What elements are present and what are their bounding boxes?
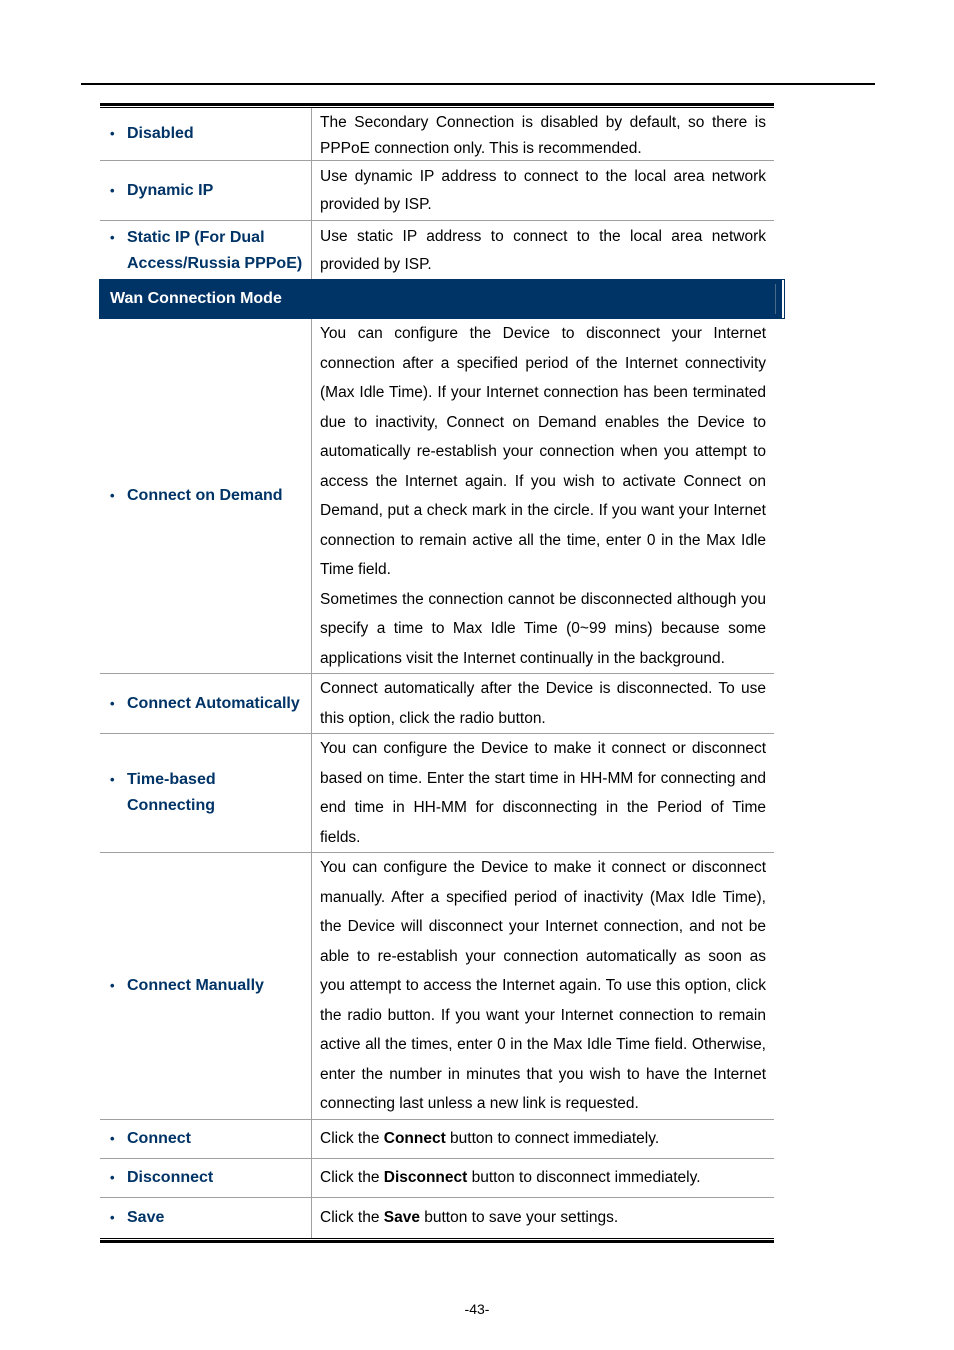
row-label-static-ip: Static IP (For Dual Access/Russia PPPoE) [127,228,303,272]
page-number: -43- [464,1301,490,1317]
row-desc-text: button to save your settings. [419,1209,619,1226]
header-rule [81,83,875,85]
bullet-icon: • [110,1210,115,1225]
row-label-connect: Connect [127,1130,191,1147]
row-label-disconnect: Disconnect [127,1169,214,1186]
row-label-cell [100,221,312,280]
table-row-connect-on-demand [100,318,774,674]
table-row-dynamic-ip [100,161,774,221]
row-desc-dynamic-ip [312,161,774,220]
bullet-icon: • [110,695,115,711]
bullet-icon: • [110,126,115,141]
bullet-icon: • [110,229,115,245]
row-label-cell [100,674,312,733]
row-label-cell [100,1120,312,1158]
row-label-connect-automatically: Connect Automatically [127,694,300,712]
row-label-cell [100,1159,312,1197]
table-row-time-based [100,734,774,853]
row-desc-text: You can configure the Device to make it connect or disconnect based on time. Enter the start time in HH-MM for connecting and end time in HH-MM for disconnecting in the Period of Time fields. [320,740,766,846]
table-row-connect-manually [100,853,774,1120]
row-desc-disconnect [312,1159,774,1197]
bullet-icon: • [110,1131,115,1146]
table-row-connect-automatically [100,674,774,734]
row-desc-save [312,1198,774,1238]
row-desc-text: Sometimes the connection cannot be disconnected although you specify a time to Max Idle Time (0~99 mins) because some applications visit the Internet continually in the background. [320,590,766,667]
row-desc-connect [312,1120,774,1158]
row-desc-text: You can configure the Device to make it connect or disconnect manually. After a specified period of inactivity (Max Idle Time), the Device will disconnect your Internet connection, and not be able to re-establish your connection automatically as soon as you attempt to access the Internet again. To use this option, click the radio button. If you want your Internet connection to remain active all the times, enter 0 in the Max Idle Time field. Otherwise, enter the number in minutes that you wish to have the Internet connecting last unless a new link is requested. [320,859,766,1112]
table-row-disabled [100,108,774,161]
row-label-connect-on-demand: Connect on Demand [127,486,283,504]
row-desc-text: The Secondary Connection is disabled by default, so there is PPPoE connection only. This is recommended. [320,114,766,157]
row-desc-text: Click the [320,1130,384,1147]
row-desc-connect-manually [312,853,774,1119]
row-label-cell [100,1198,312,1238]
bullet-icon: • [110,487,115,503]
row-label-cell [100,318,312,673]
row-desc-bold: Disconnect [383,1169,468,1186]
row-desc-text: button to connect immediately. [445,1130,660,1147]
row-desc-text: button to disconnect immediately. [467,1169,701,1186]
row-desc-connect-on-demand [312,318,774,673]
row-desc-time-based [312,734,774,852]
row-desc-text: Use static IP address to connect to the local area network provided by ISP. [320,228,766,273]
row-label-connect-manually: Connect Manually [127,977,264,994]
row-desc-text: Connect automatically after the Device is disconnected. To use this option, click the radio button. [320,680,766,727]
bullet-icon: • [110,772,115,787]
table-row-save [100,1198,774,1238]
table-bottom-rule [100,1238,774,1243]
row-label-save: Save [127,1209,165,1226]
row-label-cell [100,734,312,852]
row-desc-static-ip [312,221,774,280]
row-desc-text: Click the [320,1169,384,1186]
row-desc-text: Click the [320,1209,384,1226]
row-desc-text: You can configure the Device to disconnect your Internet connection after a specified period of the Internet connectivity (Max Idle Time). If your Internet connection has been terminated due to inactivity, Connect on Demand enables the Device to automatically re-establish your connection when you attempt to access the Internet again. If you wish to activate Connect on Demand, put a check mark in the circle. If you want your Internet connection to remain active all the time, enter 0 in the Max Idle Time field. [320,325,766,578]
row-desc-bold: Connect [383,1130,446,1147]
bullet-icon: • [110,182,115,198]
table-row-static-ip [100,221,774,280]
row-label-disabled: Disabled [127,125,194,142]
bullet-icon: • [110,978,115,993]
row-desc-bold: Save [383,1209,420,1226]
row-label-cell [100,853,312,1119]
settings-table [100,103,774,1243]
row-desc-disabled [312,108,774,160]
row-label-cell [100,108,312,160]
table-row-disconnect [100,1159,774,1198]
section-header-wan-connection-mode: Wan Connection Mode [100,280,784,318]
bullet-icon: • [110,1170,115,1185]
row-desc-text: Use dynamic IP address to connect to the local area network provided by ISP. [320,168,766,213]
row-label-time-based: Time-based Connecting [127,771,216,814]
table-row-connect [100,1120,774,1159]
row-label-cell [100,161,312,220]
row-desc-connect-automatically [312,674,774,733]
row-label-dynamic-ip: Dynamic IP [127,181,214,199]
